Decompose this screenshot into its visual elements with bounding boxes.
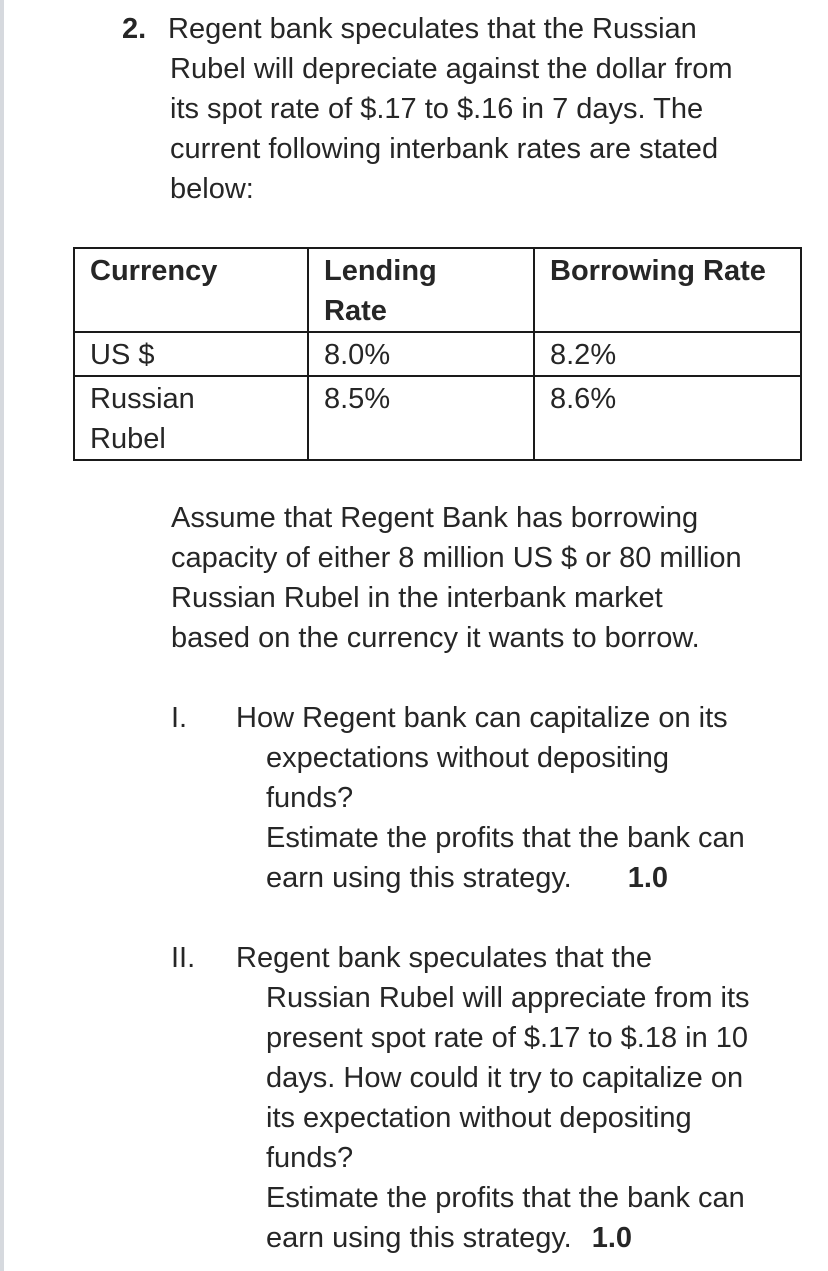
cell-currency: Russian Rubel (74, 376, 308, 460)
table-row (74, 376, 801, 460)
question-number: 2. (122, 13, 147, 45)
question-line: 2. Regent bank speculates that the Russian (122, 9, 812, 49)
marks-label: 1.0 (591, 1222, 633, 1254)
subquestion-ii: II. Regent bank speculates that the Russian Rubel will appreciate from its present spot rate of $.17 to $.18 in 10 days. How could it try to capitalize on its expectation without depositing funds? Estimate the profits that the bank can earn using this strategy. 1.0 (171, 938, 821, 1258)
table-row (74, 332, 801, 376)
cell-currency: US $ (74, 332, 308, 376)
cell-lending-rate: 8.0% (308, 332, 534, 376)
header-borrowing-rate: Borrowing Rate (534, 248, 801, 332)
page-left-border (0, 0, 4, 1271)
header-lending-rate: Lending Rate (308, 248, 534, 332)
marks-label: 1.0 (627, 862, 669, 894)
question-line: Rubel will depreciate against the dollar from (170, 53, 733, 85)
question-line: current following interbank rates are stated (170, 133, 719, 165)
question-line: below: (170, 173, 254, 205)
interbank-rates-table (73, 247, 802, 461)
table-header-row (74, 248, 801, 332)
assumption-paragraph: Assume that Regent Bank has borrowing capacity of either 8 million US $ or 80 million Russian Rubel in the interbank market based on the currency it wants to borrow. (171, 502, 742, 654)
cell-lending-rate: 8.5% (308, 376, 534, 460)
subquestion-i: I. How Regent bank can capitalize on its expectations without depositing funds? Estimate the profits that the bank can earn using this strategy. 1.0 (171, 698, 821, 898)
cell-borrowing-rate: 8.6% (534, 376, 801, 460)
header-currency: Currency (74, 248, 308, 332)
cell-borrowing-rate: 8.2% (534, 332, 801, 376)
roman-numeral: I. (171, 702, 188, 734)
question-line: its spot rate of $.17 to $.16 in 7 days. The (170, 93, 704, 125)
roman-numeral: II. (171, 942, 196, 974)
question-2-text (122, 9, 812, 209)
